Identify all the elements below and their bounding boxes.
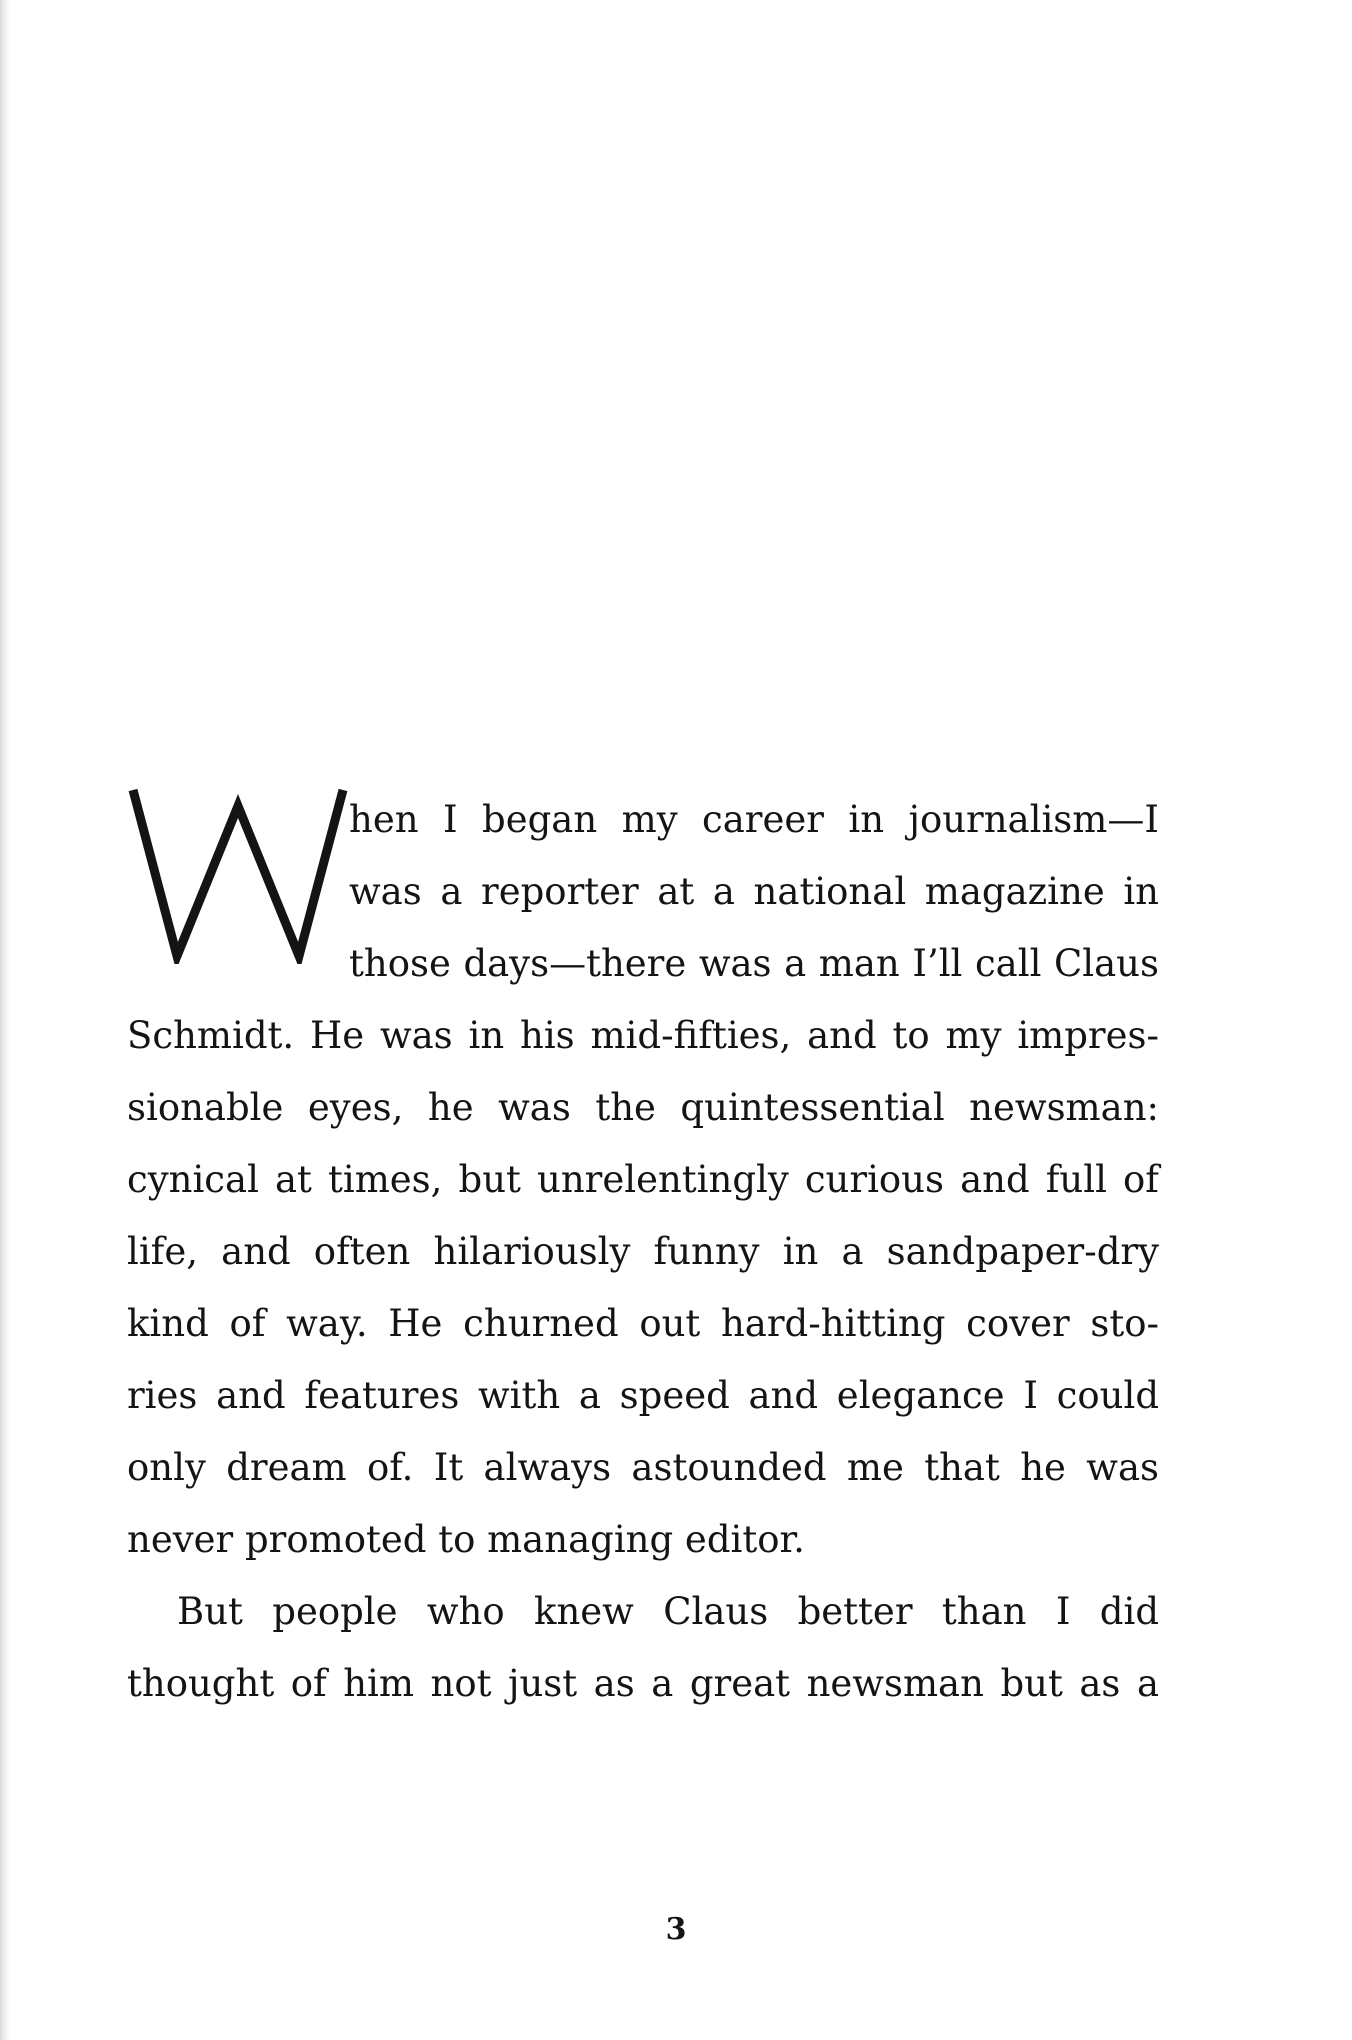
drop-cap-row [127,784,1159,1000]
text-line: But people who knew Claus better than I did [177,1590,1159,1633]
text-line: only dream of. It always astounded me that he was [127,1446,1159,1489]
text-line: never promoted to managing editor. [127,1518,805,1561]
body-text [127,784,1159,1720]
text-line: hen I began my career in journalism—I [349,798,1159,841]
page-edge-shadow [0,0,10,2040]
text-line: sionable eyes, he was the quintessential newsman: [127,1086,1159,1129]
text-line: thought of him not just as a great newsman but as a [127,1662,1159,1705]
text-line: Schmidt. He was in his mid-fifties, and to my impres- [127,1014,1159,1057]
text-line: cynical at times, but unrelentingly curious and full of [127,1158,1159,1201]
text-line: those days—there was a man I’ll call Claus [349,942,1159,985]
text-line: kind of way. He churned out hard-hitting cover sto- [127,1302,1159,1345]
drop-cap-w [127,784,349,964]
text-line: ries and features with a speed and elegance I could [127,1374,1159,1417]
text-line: was a reporter at a national magazine in [349,870,1159,913]
page-number: 3 [665,1912,687,1947]
text-line: life, and often hilariously funny in a sandpaper-dry [127,1230,1159,1273]
